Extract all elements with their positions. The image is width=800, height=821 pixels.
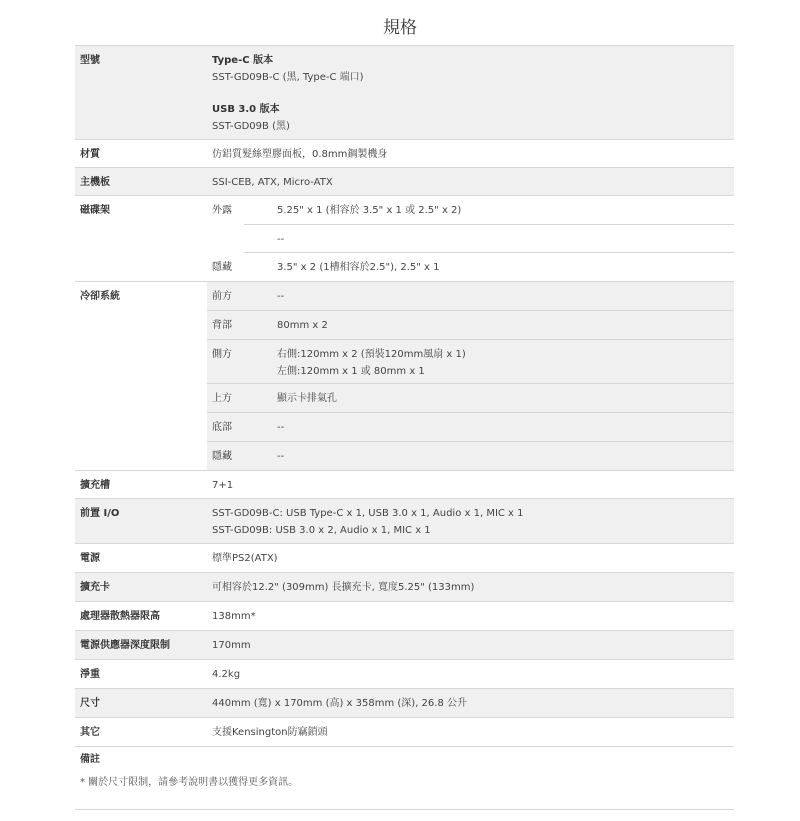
spec-row-cpu-cooler — [75, 602, 734, 631]
cooling-top-label: 上方 — [212, 392, 232, 404]
front-io-value-usb: SST-GD09B: USB 3.0 x 2, Audio x 1, MIC x 1 — [212, 525, 431, 536]
cooling-bottom-label: 底部 — [212, 421, 232, 433]
drive-internal-value: 3.5" x 2 (1槽相容於2.5"), 2.5" x 1 — [277, 261, 440, 273]
cooling-side-value-left: 左側:120mm x 1 或 80mm x 1 — [277, 366, 425, 377]
spec-label-expansion-card: 擴充卡 — [80, 582, 110, 593]
spec-row-material — [75, 140, 734, 168]
spec-value-other: 支援Kensington防竊鎖頭 — [212, 727, 328, 738]
usb-version-heading: USB 3.0 版本 — [212, 104, 280, 115]
notes-text: * 關於尺寸限制，請參考說明書以獲得更多資訊。 — [80, 777, 299, 788]
typec-version-heading: Type-C 版本 — [212, 55, 274, 66]
spec-label-cpu-cooler: 處理器散熱器限高 — [80, 611, 160, 622]
spec-row-psu-depth — [75, 631, 734, 660]
spec-label-drive-bays: 磁碟架 — [80, 205, 110, 216]
spec-value-motherboard: SSI-CEB, ATX, Micro-ATX — [212, 177, 333, 188]
spec-table — [75, 45, 734, 755]
spec-row-front-io — [75, 499, 734, 544]
spec-row-expansion-slots — [75, 471, 734, 499]
spec-value-net-weight: 4.2kg — [212, 669, 241, 680]
spec-label-other: 其它 — [80, 727, 100, 738]
spec-row-net-weight — [75, 660, 734, 689]
cooling-front-value: -- — [277, 290, 285, 302]
cooling-side-label: 側方 — [212, 349, 232, 360]
spec-value-power: 標準PS2(ATX) — [212, 553, 278, 564]
cooling-bottom-value: -- — [277, 421, 285, 433]
spec-value-expansion-slots: 7+1 — [212, 480, 234, 491]
spec-value-material: 仿鋁質髮絲塑膠面板，0.8mm鋼製機身 — [212, 149, 388, 160]
spec-row-drive-bays — [75, 196, 734, 282]
spec-label-material: 材質 — [80, 149, 100, 160]
spec-label-cooling: 冷卻系統 — [80, 291, 120, 302]
typec-model-value: SST-GD09B-C (黑, Type-C 端口) — [212, 72, 364, 83]
notes-section — [75, 746, 734, 810]
spec-label-net-weight: 淨重 — [80, 669, 100, 680]
spec-label-power: 電源 — [80, 553, 100, 564]
spec-value-psu-depth: 170mm — [212, 640, 251, 651]
drive-external-label: 外露 — [212, 205, 232, 216]
cooling-rear-value: 80mm x 2 — [277, 319, 328, 331]
spec-value-expansion-card: 可相容於12.2" (309mm) 長擴充卡, 寬度5.25" (133mm) — [212, 582, 475, 593]
spec-row-cooling — [75, 282, 734, 471]
cooling-rear-label: 背部 — [212, 319, 232, 331]
cooling-front-label: 前方 — [212, 290, 232, 302]
cooling-top-value: 顯示卡排氣孔 — [277, 392, 337, 404]
spec-row-expansion-card — [75, 573, 734, 602]
notes-title: 備註 — [80, 754, 100, 765]
cooling-hidden-value: -- — [277, 450, 285, 462]
spec-row-model — [75, 46, 734, 140]
drive-internal-label: 隱藏 — [212, 261, 232, 273]
drive-external-value-2: -- — [277, 233, 285, 245]
spec-row-dimensions — [75, 689, 734, 718]
spec-row-motherboard — [75, 168, 734, 196]
spec-value-dimensions: 440mm (寬) x 170mm (高) x 358mm (深), 26.8 公升 — [212, 698, 468, 709]
cooling-hidden-label: 隱藏 — [212, 450, 232, 462]
spec-row-power — [75, 544, 734, 573]
cooling-side-value-right: 右側:120mm x 2 (預裝120mm風扇 x 1) — [277, 349, 466, 360]
spec-label-model: 型號 — [80, 55, 100, 66]
spec-label-front-io: 前置 I/O — [80, 508, 120, 519]
spec-label-motherboard: 主機板 — [80, 177, 110, 188]
drive-external-value: 5.25" x 1 (相容於 3.5" x 1 或 2.5" x 2) — [277, 205, 462, 216]
usb-model-value: SST-GD09B (黑) — [212, 121, 290, 132]
spec-label-expansion-slots: 擴充槽 — [80, 480, 110, 491]
front-io-value-typec: SST-GD09B-C: USB Type-C x 1, USB 3.0 x 1, Audio x 1, MIC x 1 — [212, 508, 524, 519]
spec-value-cpu-cooler: 138mm* — [212, 611, 256, 622]
page-title: 規格 — [383, 18, 417, 38]
spec-label-psu-depth: 電源供應器深度限制 — [80, 640, 170, 651]
spec-label-dimensions: 尺寸 — [80, 698, 100, 709]
